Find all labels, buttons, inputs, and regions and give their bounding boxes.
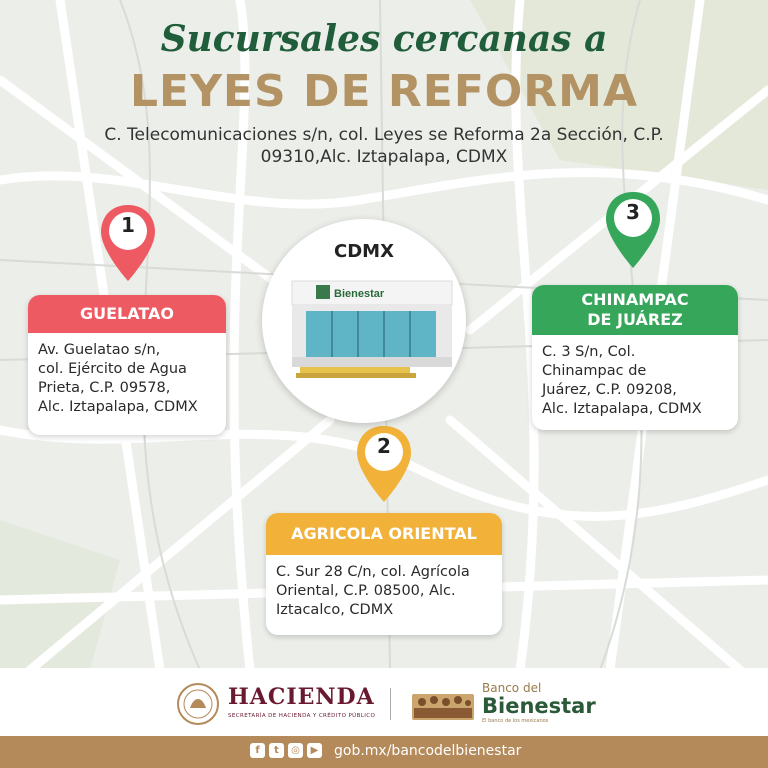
branch-card-chinampac	[532, 285, 738, 430]
bank-name-small: Banco del	[482, 681, 542, 695]
branch-address	[28, 333, 226, 425]
address-line: C. 3 S/n, Col.	[542, 344, 636, 360]
address-line: Alc. Iztapalapa, CDMX	[38, 399, 198, 415]
footer-logos	[0, 668, 768, 736]
center-label: CDMX	[334, 241, 394, 262]
branch-name-line: CHINAMPAC	[581, 290, 689, 309]
facebook-icon[interactable]: f	[250, 743, 265, 758]
address-line: Prieta, C.P. 09578,	[38, 380, 171, 396]
pin-2	[353, 424, 415, 504]
address-line: Chinampac de	[542, 363, 647, 379]
page-title: LEYES DE REFORMA	[129, 66, 639, 117]
address-line: Oriental, C.P. 08500, Alc.	[276, 583, 456, 599]
pin-number: 3	[626, 200, 640, 224]
address-line: Av. Guelatao s/n,	[38, 342, 161, 358]
address-line: Alc. Iztapalapa, CDMX	[542, 401, 702, 417]
branch-address	[532, 335, 738, 427]
branch-name: GUELATAO	[28, 295, 226, 333]
building-sign-text: Bienestar	[334, 288, 385, 300]
bank-tagline: El banco de los mexicanos	[482, 718, 549, 724]
bienestar-people-icon	[410, 684, 476, 722]
twitter-icon[interactable]: t	[269, 743, 284, 758]
hacienda-logo-text: HACIENDA	[228, 684, 375, 710]
title-script: Sucursales cercanas a	[160, 18, 608, 60]
address-line: C. Sur 28 C/n, col. Agrícola	[276, 564, 470, 580]
branch-building-image	[262, 219, 466, 423]
pin-3	[602, 190, 664, 270]
branch-name	[532, 285, 738, 335]
bank-name-big: Bienestar	[482, 694, 596, 718]
hacienda-subtitle: SECRETARÍA DE HACIENDA Y CRÉDITO PÚBLICO	[228, 713, 376, 719]
social-icons	[250, 743, 322, 758]
branch-name-line: DE JUÁREZ	[587, 310, 683, 329]
branch-name: AGRICOLA ORIENTAL	[266, 513, 502, 555]
mexico-seal-icon	[176, 682, 220, 726]
logo-divider	[390, 688, 391, 720]
branch-card-agricola	[266, 513, 502, 635]
website-link[interactable]: gob.mx/bancodelbienestar	[334, 743, 522, 759]
address-line: Iztacalco, CDMX	[276, 602, 394, 618]
address-line: Juárez, C.P. 09208,	[542, 382, 677, 398]
branch-address	[266, 555, 502, 628]
youtube-icon[interactable]: ▶	[307, 743, 322, 758]
address-line: col. Ejército de Agua	[38, 361, 187, 377]
center-circle	[262, 219, 466, 423]
main-address: C. Telecomunicaciones s/n, col. Leyes se Reforma 2a Sección, C.P. 09310,Alc. Iztapalapa, CDMX	[104, 125, 664, 167]
instagram-icon[interactable]: ◎	[288, 743, 303, 758]
pin-number: 2	[377, 434, 391, 458]
pin-1	[97, 203, 159, 283]
branch-card-guelatao	[28, 295, 226, 435]
pin-number: 1	[121, 213, 135, 237]
